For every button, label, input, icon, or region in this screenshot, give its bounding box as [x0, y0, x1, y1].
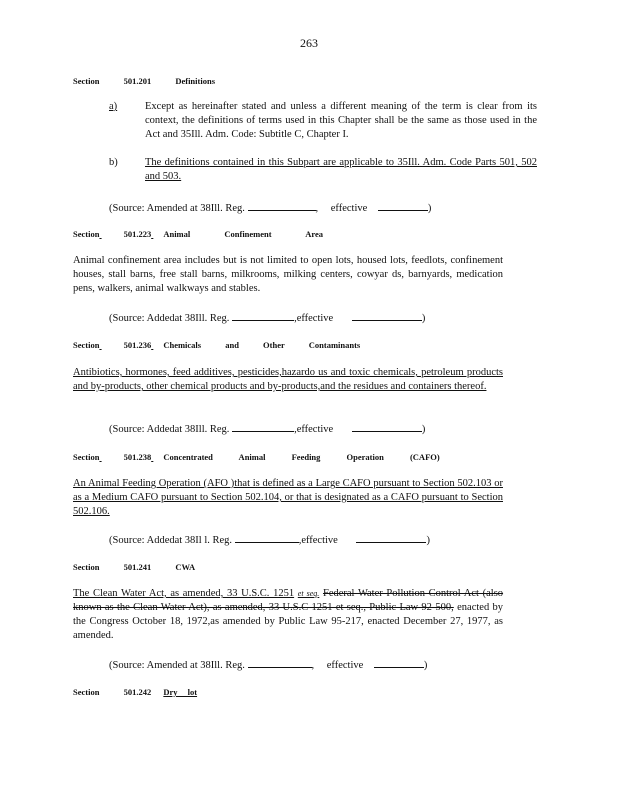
definition-text: Antibiotics, hormones, feed additives, pesticides,hazardo us and toxic chemicals, petroleum products and by-products, other chemical products and by-products,and the residues and containers thereof.: [73, 367, 503, 392]
definition-text: [73, 587, 503, 643]
blank-line: [232, 310, 294, 321]
section-heading-501-223: [73, 229, 323, 240]
section-number: 501.242: [123, 687, 152, 697]
blank-line: [235, 532, 299, 543]
unchanged-text: enacted by the Congress October 18, 1972,as amended by Public Law 95-217, enacted December 27, 1977, as amended.: [73, 602, 504, 641]
source-note-501-241: (Source: Amended at 38Ill. Reg. , effective ): [109, 657, 427, 673]
source-note-501-223: [109, 310, 425, 326]
blank-line: [378, 200, 428, 211]
page-number: 263: [300, 36, 318, 50]
section-heading-501-242: [73, 687, 197, 698]
definition-body-501-241: [73, 587, 503, 643]
source-note-501-238: [109, 532, 430, 548]
source-close: ): [427, 203, 432, 214]
section-title: Chemicals and Other Contaminants: [163, 340, 361, 350]
blank-line: [232, 421, 294, 432]
source-effective: ,effective: [294, 313, 334, 324]
section-label: Section: [73, 76, 100, 86]
blank-line: [248, 657, 312, 668]
definition-body-501-236: [73, 366, 503, 394]
deleted-text: Federal Water Pollution Control Act (also known as the Clean Water Act), as amended, 33 U.S.C 1251 et seq., Public Law 92-500,: [73, 588, 504, 613]
subsection-text: The definitions contained in this Subpart are applicable to 35Ill. Adm. Code Parts 501, 502 and 503.: [145, 157, 537, 182]
section-number: 501.223: [123, 229, 152, 239]
subsection-label: a): [109, 101, 118, 112]
section-number: 501.201: [123, 76, 152, 86]
section-title: Definitions: [175, 76, 215, 86]
blank-line: [352, 310, 422, 321]
source-effective: effective: [326, 660, 364, 671]
section-label: Section: [73, 687, 100, 697]
section-title: Concentrated Animal Feeding Operation (CAFO): [163, 452, 440, 462]
source-note-501-236: [109, 421, 425, 437]
section-label: Section: [73, 452, 100, 462]
inserted-text: The Clean Water Act, as amended, 33 U.S.C. 1251: [73, 588, 295, 599]
source-prefix: (Source: Addedat 38Ill. Reg.: [109, 313, 230, 324]
section-label: Section: [73, 340, 100, 350]
source-close: ): [421, 313, 426, 324]
section-heading-501-241: [73, 562, 195, 573]
definition-text: An Animal Feeding Operation (AFO )that is defined as a Large CAFO pursuant to Section 502.103 or as a Medium CAFO pursuant to Section 502.104, or that is designated as a CAFO pursuant to Section 502.106.: [73, 478, 503, 517]
inserted-italic-text: et seq.: [297, 589, 320, 598]
subsection-text: Except as hereinafter stated and unless a different meaning of the term is clear from its context, the definitions of terms used in this Chapter shall be the same as those used in the Act and 35Ill. Adm. Code: Subtitle C, Chapter I.: [145, 101, 537, 140]
section-title: Animal Confinement Area: [163, 229, 324, 239]
section-number: 501.241: [123, 562, 152, 572]
section-heading-501-201: [73, 76, 215, 87]
section-title: Dry lot: [163, 687, 198, 697]
blank-line: [248, 200, 316, 211]
source-close: ): [426, 535, 430, 546]
source-prefix: (Source: Addedat 38Ill. Reg.: [109, 424, 230, 435]
source-note-501-201: (Source: Amended at 38Ill. Reg. , effective ): [109, 200, 431, 216]
source-prefix: (Source: Addedat 38Il l. Reg.: [109, 535, 233, 546]
source-effective: ,effective: [294, 424, 334, 435]
subsection-label: b): [109, 157, 118, 168]
source-prefix: (Source: Amended at 38Ill. Reg.: [109, 660, 245, 671]
source-prefix: (Source: Amended at 38Ill. Reg.: [109, 203, 245, 214]
blank-line: [356, 532, 426, 543]
section-number: 501.236: [123, 340, 152, 350]
blank-line: [374, 657, 424, 668]
source-close: ): [421, 424, 426, 435]
source-effective: effective: [330, 203, 368, 214]
source-effective: ,effective: [298, 535, 338, 546]
blank-line: [352, 421, 422, 432]
section-heading-501-238: [73, 452, 440, 463]
section-label: Section: [73, 229, 100, 239]
definition-body-501-238: [73, 477, 503, 519]
definition-body-501-223: [73, 254, 503, 296]
section-title: CWA: [175, 562, 196, 572]
section-label: Section: [73, 562, 100, 572]
section-heading-501-236: [73, 340, 360, 351]
source-close: ): [423, 660, 428, 671]
definition-text: Animal confinement area includes but is not limited to open lots, housed lots, feedlots, confinement houses, stall barns, free stall barns, milkrooms, milking centers, cowyar ds, barnyards, medication pens, walkers, animal walkways and stables.: [73, 255, 503, 294]
section-number: 501.238: [123, 452, 152, 462]
